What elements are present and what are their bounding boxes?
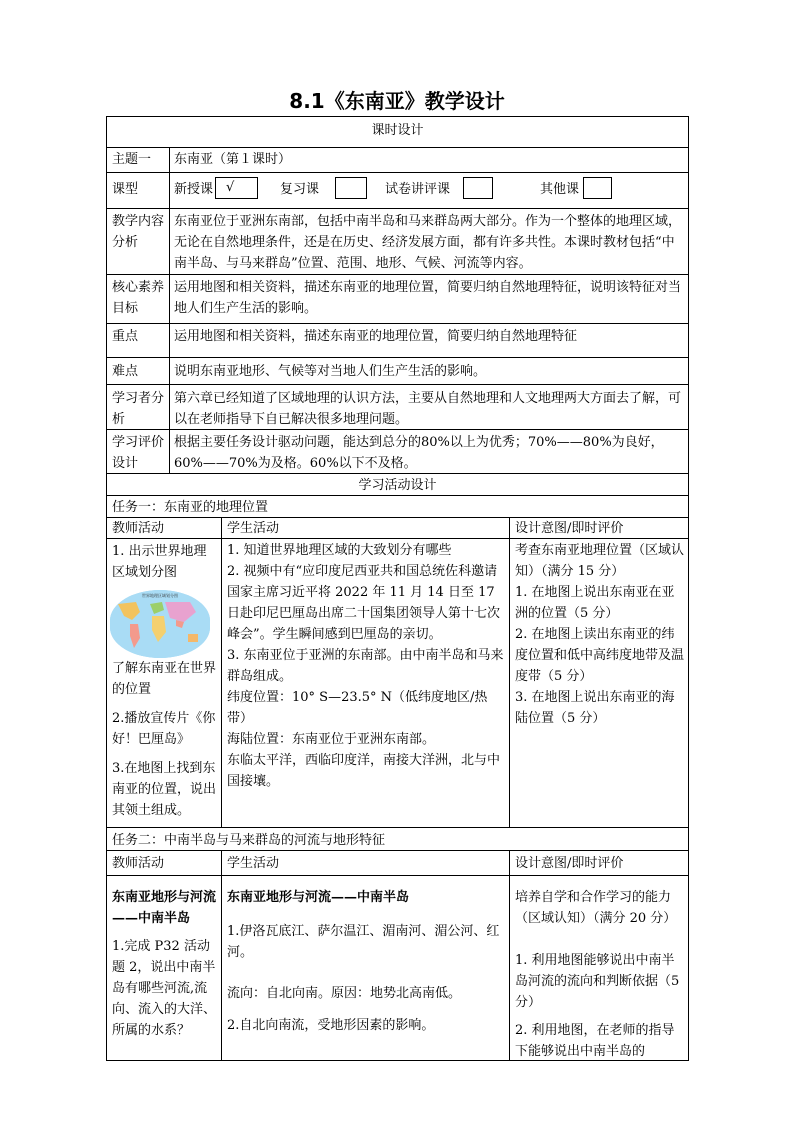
task1-teacher-step3: 3.在地图上找到东南亚的位置，说出其领土组成。	[112, 761, 217, 818]
section-header-activity: 学习活动设计	[358, 478, 437, 493]
task1-design-0: 考查东南亚地理位置（区域认知）（满分 15 分）	[515, 543, 685, 579]
type-option-review: 复习课	[280, 182, 320, 197]
task1-student-sea-land: 海陆位置：东南亚位于亚洲东南部。	[227, 732, 436, 747]
type-checkbox-exam[interactable]	[463, 177, 493, 199]
row-label-topic: 主题一	[112, 152, 152, 167]
type-option-new: 新授课	[174, 182, 214, 197]
row-value-eval: 根据主要任务设计驱动问题，能达到总分的80%以上为优秀；70%——80%为良好，60%——70%为及格。60%以下不及格。	[174, 435, 664, 471]
row-label-difficult: 难点	[112, 364, 139, 379]
world-map-icon	[110, 590, 210, 658]
task2-design-2: 2. 利用地图，在老师的指导下能够说出中南半岛的	[515, 1023, 675, 1059]
row-label-type: 课型	[112, 182, 139, 197]
task2-teacher-step1: 1.完成 P32 活动题 2，说出中南半岛有哪些河流,流向、流入的大洋、所属的水系？	[112, 939, 217, 1038]
task1-teacher-step1: 1. 出示世界地理区域划分图	[112, 544, 207, 580]
type-checkbox-other[interactable]	[583, 177, 612, 199]
type-option-other: 其他课	[540, 182, 580, 197]
row-label-content: 教学内容分析	[112, 214, 165, 250]
task1-design-3: 3. 在地图上说出东南亚的海陆位置（5 分）	[515, 690, 675, 726]
task2-header-teacher: 教师活动	[112, 856, 165, 871]
task1-header-student: 学生活动	[227, 521, 280, 536]
task1-teacher-step2: 2.播放宣传片《你好！巴厘岛》	[112, 711, 216, 747]
row-value-content: 东南亚位于亚洲东南部，包括中南半岛和马来群岛两大部分。作为一个整体的地理区域，无论在自然地理条件，还是在历史、经济发展方面，都有许多共性。本课时教材包括“中南半岛、与马来群岛”位置、范围、地形、气候、河流等内容。	[174, 214, 682, 271]
task2-header-student: 学生活动	[227, 856, 280, 871]
row-label-eval: 学习评价设计	[112, 435, 165, 471]
row-value-goals: 运用地图和相关资料，描述东南亚的地理位置，简要归纳自然地理特征，说明该特征对当地人们生产生活的影响。	[174, 280, 682, 316]
row-label-students: 学习者分析	[112, 391, 165, 427]
task2-teacher-title: 东南亚地形与河流——中南半岛	[112, 890, 217, 926]
task2-student-1: 1.伊洛瓦底江、萨尔温江、湄南河、湄公河、红河。	[227, 924, 500, 960]
task2-student-title: 东南亚地形与河流——中南半岛	[227, 890, 410, 905]
task1-title: 任务一：东南亚的地理位置	[112, 500, 269, 515]
type-checkbox-review[interactable]	[335, 177, 367, 199]
row-label-key: 重点	[112, 329, 139, 344]
task2-student-flow: 流向：自北向南。原因：地势北高南低。	[227, 986, 462, 1001]
task2-student-2: 2.自北向南流，受地形因素的影响。	[227, 1018, 435, 1033]
task1-header-teacher: 教师活动	[112, 521, 165, 536]
row-value-difficult: 说明东南亚地形、气候等对当地人们生产生活的影响。	[174, 364, 487, 379]
map-caption: 世界地理区域划分图	[142, 593, 178, 598]
task2-header-design: 设计意图/即时评价	[515, 856, 624, 871]
world-region-map-image	[110, 590, 210, 658]
row-value-key: 运用地图和相关资料，描述东南亚的地理位置，简要归纳自然地理特征	[174, 329, 578, 344]
task2-title: 任务二：中南半岛与马来群岛的河流与地形特征	[112, 833, 386, 848]
row-value-students: 第六章已经知道了区域地理的认识方法，主要从自然地理和人文地理两大方面去了解，可以在老师指导下自已解决很多地理问题。	[174, 391, 682, 427]
task1-student-1: 1. 知道世界地理区域的大致划分有哪些	[227, 543, 452, 558]
task1-student-borders: 东临太平洋，西临印度洋，南接大洋洲，北与中国接壤。	[227, 753, 501, 789]
task1-teacher-understand: 了解东南亚在世界的位置	[112, 661, 217, 697]
type-option-exam: 试卷讲评课	[385, 182, 451, 197]
row-value-topic: 东南亚（第１课时）	[174, 152, 292, 167]
task1-design-1: 1. 在地图上说出东南亚在亚洲的位置（5 分）	[515, 585, 675, 621]
task1-header-design: 设计意图/即时评价	[515, 521, 624, 536]
task2-design-1: 1. 利用地图能够说出中南半岛河流的流向和判断依据（5 分）	[515, 953, 680, 1010]
row-label-goals: 核心素养目标	[112, 280, 165, 316]
document-title: 8.1《东南亚》教学设计	[289, 89, 505, 113]
task2-design-0: 培养自学和合作学习的能力（区域认知）（满分 20 分）	[515, 890, 677, 926]
type-checkbox-new[interactable]	[215, 177, 258, 199]
section-header-lesson: 课时设计	[371, 123, 424, 138]
task1-student-2: 2. 视频中有“应印度尼西亚共和国总统佐科邀请国家主席习近平将 2022 年 11 月 14 日至 17 日赴印尼巴厘岛出席二十国集团领导人第十七次峰会”。学生瞬间感到巴厘岛的亲切。	[227, 564, 501, 642]
task1-student-3: 3. 东南亚位于亚洲的东南部。由中南半岛和马来群岛组成。	[227, 648, 504, 684]
check-mark: √	[226, 180, 235, 195]
task1-design-2: 2. 在地图上读出东南亚的纬度位置和低中高纬度地带及温度带（5 分）	[515, 627, 685, 684]
task1-student-latitude: 纬度位置：10° S—23.5° N（低纬度地区/热带）	[227, 690, 488, 726]
